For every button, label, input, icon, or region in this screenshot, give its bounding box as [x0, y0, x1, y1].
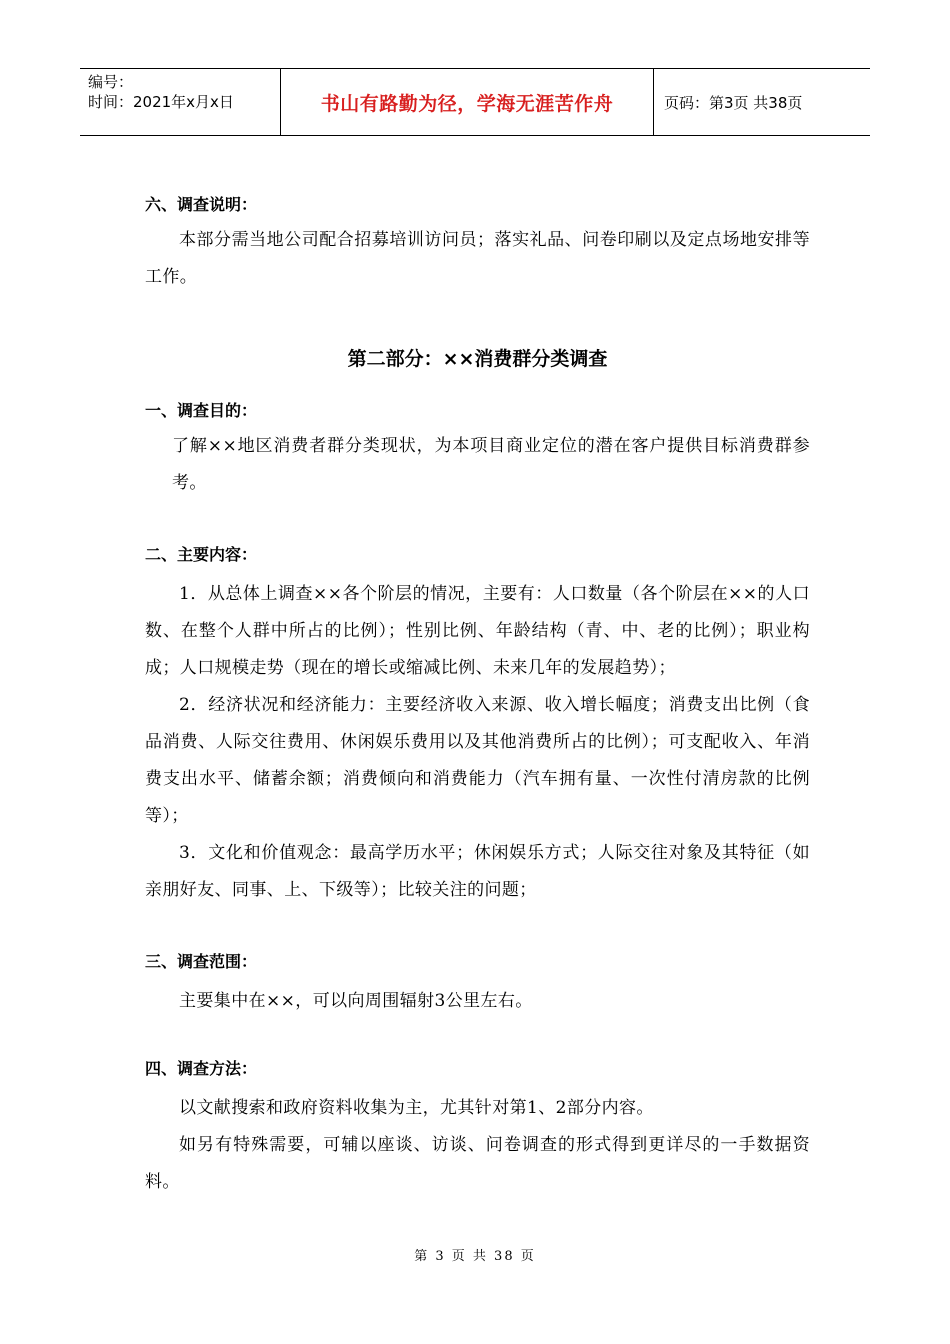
part2-s2-item-3: 3．文化和价值观念：最高学历水平；休闲娱乐方式；人际交往对象及其特征（如亲朋好友、同事、上、下级等）；比较关注的问题； — [145, 843, 810, 900]
part2-s2-item-2: 2．经济状况和经济能力：主要经济收入来源、收入增长幅度；消费支出比例（食品消费、人际交往费用、休闲娱乐费用以及其他消费所占的比例）；可支配收入、年消费支出水平、储蓄余额；消费倾向和消费能力（汽车拥有量、一次性付清房款的比例等）； — [145, 695, 810, 826]
header-time: 时间：2021年x月x日 — [88, 93, 234, 111]
part2-s4-paragraph-1: 以文献搜索和政府资料收集为主，尤其针对第1、2部分内容。 — [179, 1098, 654, 1118]
part2-s1-heading: 一、调查目的： — [145, 401, 258, 420]
header-number: 编号： — [88, 73, 134, 91]
header-page-number: 页码：第3页 共38页 — [664, 93, 803, 112]
part2-s2-heading: 二、主要内容： — [145, 545, 258, 564]
page-header — [80, 68, 870, 136]
part2-s3-heading: 三、调查范围： — [145, 952, 258, 971]
part2-s4-paragraph-2: 如另有特殊需要，可辅以座谈、访谈、问卷调查的形式得到更详尽的一手数据资料。 — [145, 1135, 810, 1192]
part-2-title: 第二部分：××消费群分类调查 — [347, 348, 608, 370]
section-6-heading: 六、调查说明： — [145, 195, 258, 214]
page-footer: 第 3 页 共 38 页 — [414, 1249, 536, 1264]
header-info-cell — [80, 69, 281, 135]
part2-s3-paragraph: 主要集中在××，可以向周围辐射3公里左右。 — [179, 991, 533, 1011]
part2-s1-paragraph: 了解××地区消费者群分类现状，为本项目商业定位的潜在客户提供目标消费群参考。 — [172, 436, 810, 493]
section-6-paragraph: 本部分需当地公司配合招募培训访问员；落实礼品、问卷印刷以及定点场地安排等工作。 — [145, 230, 810, 287]
part2-s4-heading: 四、调查方法： — [145, 1059, 258, 1078]
part2-s2-item-1: 1．从总体上调查××各个阶层的情况，主要有：人口数量（各个阶层在××的人口数、在整个人群中所占的比例）；性别比例、年龄结构（青、中、老的比例）；职业构成；人口规模走势（现在的增长或缩减比例、未来几年的发展趋势）； — [145, 584, 810, 678]
document-body — [145, 192, 810, 1201]
header-motto: 书山有路勤为径，学海无涯苦作舟 — [281, 69, 654, 135]
